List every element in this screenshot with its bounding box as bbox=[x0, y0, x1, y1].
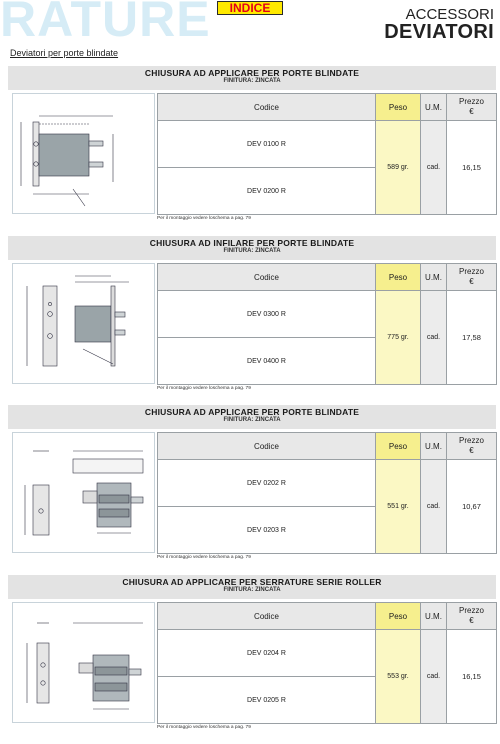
euro-label: € bbox=[469, 277, 474, 286]
product-code: DEV 0203 R bbox=[158, 507, 376, 554]
product-code: DEV 0205 R bbox=[158, 677, 376, 724]
section-title: CHIUSURA AD APPLICARE PER SERRATURE SERIE ROLLER bbox=[122, 577, 382, 587]
section-subtitle: FINITURA: ZINCATA bbox=[223, 587, 281, 593]
price-label: Prezzo bbox=[459, 606, 484, 615]
product-weight: 551 gr. bbox=[376, 460, 421, 554]
page-heading: Deviatori per porte blindate bbox=[10, 48, 119, 58]
euro-label: € bbox=[469, 107, 474, 116]
col-price-header bbox=[447, 433, 497, 460]
section-header bbox=[8, 575, 496, 599]
assembly-note: Per il montaggio vedere loschema a pag. 79 bbox=[157, 725, 251, 730]
section-title: CHIUSURA AD INFILARE PER PORTE BLINDATE bbox=[149, 238, 355, 248]
col-code-header: Codice bbox=[158, 603, 376, 630]
index-button[interactable]: INDICE bbox=[217, 1, 283, 15]
col-price-header bbox=[447, 603, 497, 630]
price-label: Prezzo bbox=[459, 97, 484, 106]
product-code: DEV 0200 R bbox=[158, 168, 376, 215]
price-label: Prezzo bbox=[459, 267, 484, 276]
technical-drawing bbox=[12, 432, 155, 553]
product-unit: cad. bbox=[421, 291, 447, 385]
col-weight-header: Peso bbox=[376, 603, 421, 630]
product-unit: cad. bbox=[421, 121, 447, 215]
col-weight-header: Peso bbox=[376, 94, 421, 121]
section-header bbox=[8, 236, 496, 260]
product-weight: 553 gr. bbox=[376, 630, 421, 724]
product-code: DEV 0300 R bbox=[158, 291, 376, 338]
section-header bbox=[8, 405, 496, 429]
section-header bbox=[8, 66, 496, 90]
section-title: CHIUSURA AD APPLICARE PER PORTE BLINDATE bbox=[144, 407, 360, 417]
product-table bbox=[157, 432, 497, 554]
euro-label: € bbox=[469, 446, 474, 455]
section-subtitle: FINITURA: ZINCATA bbox=[223, 248, 281, 254]
technical-drawing bbox=[12, 263, 155, 384]
col-code-header: Codice bbox=[158, 433, 376, 460]
col-price-header bbox=[447, 264, 497, 291]
product-code: DEV 0202 R bbox=[158, 460, 376, 507]
col-unit-header: U.M. bbox=[421, 603, 447, 630]
header-watermark: RATURE bbox=[0, 0, 211, 47]
col-unit-header: U.M. bbox=[421, 264, 447, 291]
product-code: DEV 0100 R bbox=[158, 121, 376, 168]
header-title: DEVIATORI bbox=[384, 21, 494, 43]
product-table bbox=[157, 602, 497, 724]
product-weight: 775 gr. bbox=[376, 291, 421, 385]
technical-drawing bbox=[12, 93, 155, 214]
euro-label: € bbox=[469, 616, 474, 625]
product-price: 10,67 bbox=[447, 460, 497, 554]
col-price-header bbox=[447, 94, 497, 121]
col-unit-header: U.M. bbox=[421, 433, 447, 460]
product-table bbox=[157, 93, 497, 215]
col-code-header: Codice bbox=[158, 94, 376, 121]
product-unit: cad. bbox=[421, 460, 447, 554]
product-price: 16,15 bbox=[447, 630, 497, 724]
product-price: 17,58 bbox=[447, 291, 497, 385]
header-category: ACCESSORI bbox=[405, 6, 494, 23]
col-weight-header: Peso bbox=[376, 433, 421, 460]
col-weight-header: Peso bbox=[376, 264, 421, 291]
product-unit: cad. bbox=[421, 630, 447, 724]
product-code: DEV 0400 R bbox=[158, 338, 376, 385]
col-code-header: Codice bbox=[158, 264, 376, 291]
product-weight: 589 gr. bbox=[376, 121, 421, 215]
section-subtitle: FINITURA: ZINCATA bbox=[223, 417, 281, 423]
technical-drawing bbox=[12, 602, 155, 723]
col-unit-header: U.M. bbox=[421, 94, 447, 121]
page-header bbox=[0, 0, 500, 47]
product-table bbox=[157, 263, 497, 385]
assembly-note: Per il montaggio vedere loschema a pag. 79 bbox=[157, 386, 251, 391]
section-subtitle: FINITURA: ZINCATA bbox=[223, 78, 281, 84]
price-label: Prezzo bbox=[459, 436, 484, 445]
product-price: 16,15 bbox=[447, 121, 497, 215]
assembly-note: Per il montaggio vedere loschema a pag. 79 bbox=[157, 216, 251, 221]
assembly-note: Per il montaggio vedere loschema a pag. 79 bbox=[157, 555, 251, 560]
section-title: CHIUSURA AD APPLICARE PER PORTE BLINDATE bbox=[144, 68, 360, 78]
product-code: DEV 0204 R bbox=[158, 630, 376, 677]
